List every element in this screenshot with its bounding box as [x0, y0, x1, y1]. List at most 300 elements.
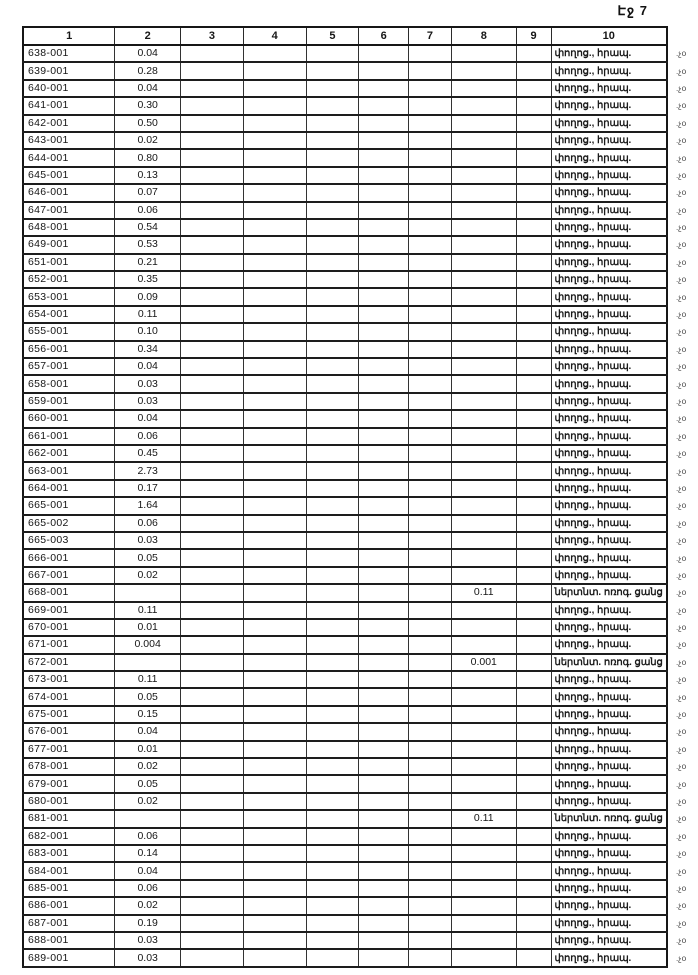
area-value-cell: 0.13 [115, 167, 181, 184]
empty-cell [243, 602, 306, 619]
col8-value-cell [451, 915, 516, 932]
empty-cell [243, 410, 306, 427]
empty-cell [516, 167, 551, 184]
empty-cell [359, 949, 409, 966]
empty-cell [243, 636, 306, 653]
table-row [23, 306, 697, 323]
land-use-cell: փողոց., հրապ. [551, 288, 667, 305]
margin-note: .չօ [675, 953, 687, 963]
margin-note: .չօ [675, 414, 687, 424]
land-use-cell: փողոց., հրապ. [551, 428, 667, 445]
land-use-cell: փողոց., հրապ. [551, 202, 667, 219]
empty-cell [409, 532, 452, 549]
empty-cell [516, 254, 551, 271]
empty-cell [516, 845, 551, 862]
empty-cell [306, 97, 359, 114]
empty-cell [516, 515, 551, 532]
empty-cell [409, 462, 452, 479]
land-use-cell: փողոց., հրապ. [551, 219, 667, 236]
empty-cell [516, 897, 551, 914]
area-value-cell: 0.04 [115, 45, 181, 62]
empty-cell [181, 358, 244, 375]
empty-cell [181, 393, 244, 410]
empty-cell [306, 775, 359, 792]
area-value-cell: 0.11 [115, 671, 181, 688]
area-value-cell: 0.04 [115, 80, 181, 97]
land-use-cell: փողոց., հրապ. [551, 828, 667, 845]
parcel-table [22, 26, 698, 968]
header-col-3: 3 [181, 27, 244, 45]
empty-cell [243, 323, 306, 340]
empty-cell [243, 915, 306, 932]
table-row [23, 375, 697, 392]
header-col-7: 7 [409, 27, 452, 45]
empty-cell [306, 132, 359, 149]
empty-cell [181, 810, 244, 827]
parcel-id-cell: 676-001 [23, 723, 115, 740]
empty-cell [409, 236, 452, 253]
col8-value-cell [451, 636, 516, 653]
table-row [23, 567, 697, 584]
land-use-cell: փողոց., հրապ. [551, 949, 667, 966]
table-row [23, 149, 697, 166]
empty-cell [243, 288, 306, 305]
area-value-cell: 0.21 [115, 254, 181, 271]
empty-cell [359, 845, 409, 862]
empty-cell [516, 445, 551, 462]
empty-cell [516, 358, 551, 375]
col8-value-cell [451, 688, 516, 705]
table-row [23, 393, 697, 410]
parcel-id-cell: 663-001 [23, 462, 115, 479]
empty-cell [516, 915, 551, 932]
col8-value-cell [451, 410, 516, 427]
empty-cell [409, 688, 452, 705]
table-row [23, 341, 697, 358]
empty-cell [359, 810, 409, 827]
empty-cell [359, 80, 409, 97]
parcel-id-cell: 680-001 [23, 793, 115, 810]
margin-note: .չօ [675, 101, 687, 111]
empty-cell [181, 115, 244, 132]
table-row [23, 428, 697, 445]
table-row [23, 671, 697, 688]
empty-cell [306, 202, 359, 219]
col8-value-cell [451, 341, 516, 358]
empty-cell [181, 775, 244, 792]
land-use-cell: փողոց., հրապ. [551, 497, 667, 514]
table-row [23, 932, 697, 949]
empty-cell [181, 793, 244, 810]
margin-header-spacer [667, 27, 697, 45]
parcel-id-cell: 657-001 [23, 358, 115, 375]
empty-cell [409, 393, 452, 410]
empty-cell [359, 375, 409, 392]
empty-cell [516, 45, 551, 62]
empty-cell [243, 549, 306, 566]
col8-value-cell [451, 480, 516, 497]
col8-value-cell [451, 323, 516, 340]
empty-cell [243, 271, 306, 288]
area-value-cell: 0.02 [115, 567, 181, 584]
empty-cell [243, 132, 306, 149]
margin-note: .չօ [675, 153, 687, 163]
empty-cell [306, 532, 359, 549]
margin-note: .չօ [675, 431, 687, 441]
col8-value-cell [451, 115, 516, 132]
table-row [23, 602, 697, 619]
land-use-cell: փողոց., հրապ. [551, 358, 667, 375]
header-col-1: 1 [23, 27, 115, 45]
table-row [23, 706, 697, 723]
empty-cell [306, 862, 359, 879]
empty-cell [359, 393, 409, 410]
empty-cell [409, 288, 452, 305]
empty-cell [181, 219, 244, 236]
table-row [23, 949, 697, 966]
parcel-id-cell: 678-001 [23, 758, 115, 775]
empty-cell [181, 410, 244, 427]
margin-note: .չօ [675, 310, 687, 320]
parcel-id-cell: 686-001 [23, 897, 115, 914]
parcel-id-cell: 652-001 [23, 271, 115, 288]
margin-note: .չօ [675, 675, 687, 685]
table-row [23, 288, 697, 305]
empty-cell [409, 828, 452, 845]
area-value-cell: 0.17 [115, 480, 181, 497]
empty-cell [243, 393, 306, 410]
col8-value-cell [451, 462, 516, 479]
col8-value-cell [451, 428, 516, 445]
land-use-cell: փողոց., հրապ. [551, 775, 667, 792]
col8-value-cell [451, 567, 516, 584]
area-value-cell: 0.01 [115, 741, 181, 758]
margin-note: .չօ [675, 901, 687, 911]
table-row [23, 654, 697, 671]
empty-cell [516, 636, 551, 653]
empty-cell [181, 497, 244, 514]
margin-note: .չօ [675, 66, 687, 76]
land-use-cell: փողոց., հրապ. [551, 271, 667, 288]
page-number-label: Էջ 7 [617, 3, 648, 18]
empty-cell [409, 723, 452, 740]
parcel-id-cell: 660-001 [23, 410, 115, 427]
land-use-cell: փողոց., հրապ. [551, 45, 667, 62]
empty-cell [409, 654, 452, 671]
empty-cell [516, 706, 551, 723]
empty-cell [181, 428, 244, 445]
table-row [23, 462, 697, 479]
margin-note: .չօ [675, 344, 687, 354]
empty-cell [181, 480, 244, 497]
col8-value-cell [451, 62, 516, 79]
parcel-id-cell: 683-001 [23, 845, 115, 862]
empty-cell [409, 793, 452, 810]
parcel-id-cell: 664-001 [23, 480, 115, 497]
empty-cell [359, 793, 409, 810]
margin-note: .չօ [675, 362, 687, 372]
col8-value-cell [451, 167, 516, 184]
table-row [23, 584, 697, 601]
empty-cell [306, 358, 359, 375]
table-row [23, 636, 697, 653]
col8-value-cell: 0.11 [451, 810, 516, 827]
empty-cell [409, 567, 452, 584]
margin-note: .չօ [675, 170, 687, 180]
col8-value-cell [451, 149, 516, 166]
parcel-id-cell: 675-001 [23, 706, 115, 723]
parcel-id-cell: 656-001 [23, 341, 115, 358]
empty-cell [516, 410, 551, 427]
empty-cell [306, 288, 359, 305]
empty-cell [306, 480, 359, 497]
empty-cell [516, 236, 551, 253]
empty-cell [516, 862, 551, 879]
parcel-id-cell: 654-001 [23, 306, 115, 323]
empty-cell [359, 932, 409, 949]
margin-note: .չօ [675, 918, 687, 928]
empty-cell [306, 167, 359, 184]
empty-cell [409, 62, 452, 79]
col8-value-cell [451, 254, 516, 271]
margin-note: .չօ [675, 327, 687, 337]
col8-value-cell [451, 236, 516, 253]
empty-cell [409, 741, 452, 758]
land-use-cell: փողոց., հրապ. [551, 567, 667, 584]
empty-cell [181, 97, 244, 114]
empty-cell [516, 115, 551, 132]
empty-cell [359, 288, 409, 305]
parcel-id-cell: 639-001 [23, 62, 115, 79]
empty-cell [359, 515, 409, 532]
margin-note: .չօ [675, 188, 687, 198]
col8-value-cell [451, 358, 516, 375]
header-col-8: 8 [451, 27, 516, 45]
parcel-id-cell: 668-001 [23, 584, 115, 601]
empty-cell [181, 758, 244, 775]
table-row [23, 358, 697, 375]
land-use-cell: փողոց., հրապ. [551, 462, 667, 479]
col8-value-cell [451, 515, 516, 532]
col8-value-cell [451, 741, 516, 758]
empty-cell [359, 45, 409, 62]
empty-cell [409, 254, 452, 271]
table-row [23, 549, 697, 566]
col8-value-cell [451, 949, 516, 966]
area-value-cell: 0.02 [115, 897, 181, 914]
empty-cell [243, 775, 306, 792]
land-use-cell: ներտնտ. ոռոգ. ցանց [551, 654, 667, 671]
col8-value-cell: 0.11 [451, 584, 516, 601]
parcel-id-cell: 647-001 [23, 202, 115, 219]
area-value-cell: 0.03 [115, 932, 181, 949]
margin-note: .չօ [675, 118, 687, 128]
empty-cell [409, 323, 452, 340]
area-value-cell: 0.06 [115, 428, 181, 445]
empty-cell [409, 375, 452, 392]
land-use-cell: փողոց., հրապ. [551, 619, 667, 636]
table-row [23, 45, 697, 62]
empty-cell [181, 341, 244, 358]
table-row [23, 202, 697, 219]
land-use-cell: փողոց., հրապ. [551, 306, 667, 323]
empty-cell [359, 219, 409, 236]
parcel-id-cell: 643-001 [23, 132, 115, 149]
parcel-id-cell: 673-001 [23, 671, 115, 688]
table-row [23, 410, 697, 427]
table-row [23, 254, 697, 271]
empty-cell [359, 497, 409, 514]
empty-cell [409, 115, 452, 132]
area-value-cell: 0.45 [115, 445, 181, 462]
empty-cell [359, 480, 409, 497]
empty-cell [181, 915, 244, 932]
land-use-cell: փողոց., հրապ. [551, 880, 667, 897]
empty-cell [306, 428, 359, 445]
col8-value-cell [451, 288, 516, 305]
area-value-cell: 0.06 [115, 880, 181, 897]
col8-value-cell [451, 375, 516, 392]
empty-cell [516, 80, 551, 97]
empty-cell [359, 862, 409, 879]
land-use-cell: փողոց., հրապ. [551, 793, 667, 810]
col8-value-cell [451, 549, 516, 566]
table-row [23, 758, 697, 775]
empty-cell [409, 219, 452, 236]
parcel-id-cell: 688-001 [23, 932, 115, 949]
margin-note: .չօ [675, 397, 687, 406]
empty-cell [409, 932, 452, 949]
parcel-id-cell: 677-001 [23, 741, 115, 758]
empty-cell [306, 497, 359, 514]
empty-cell [409, 428, 452, 445]
area-value-cell: 0.06 [115, 515, 181, 532]
table-row [23, 97, 697, 114]
table-row [23, 271, 697, 288]
col8-value-cell [451, 271, 516, 288]
col8-value-cell [451, 775, 516, 792]
margin-note: .չօ [675, 136, 687, 146]
empty-cell [306, 62, 359, 79]
area-value-cell: 0.06 [115, 202, 181, 219]
empty-cell [243, 880, 306, 897]
margin-note: .չօ [675, 292, 687, 302]
parcel-id-cell: 648-001 [23, 219, 115, 236]
parcel-id-cell: 665-002 [23, 515, 115, 532]
empty-cell [243, 723, 306, 740]
empty-cell [516, 132, 551, 149]
empty-cell [516, 428, 551, 445]
empty-cell [359, 741, 409, 758]
col8-value-cell [451, 880, 516, 897]
table-row [23, 445, 697, 462]
empty-cell [409, 497, 452, 514]
area-value-cell: 0.03 [115, 375, 181, 392]
empty-cell [243, 584, 306, 601]
land-use-cell: փողոց., հրապ. [551, 323, 667, 340]
empty-cell [306, 619, 359, 636]
header-col-5: 5 [306, 27, 359, 45]
area-value-cell: 0.30 [115, 97, 181, 114]
table-body [23, 45, 697, 967]
land-use-cell: փողոց., հրապ. [551, 445, 667, 462]
empty-cell [306, 445, 359, 462]
empty-cell [359, 306, 409, 323]
empty-cell [516, 288, 551, 305]
parcel-id-cell: 681-001 [23, 810, 115, 827]
parcel-id-cell: 659-001 [23, 393, 115, 410]
empty-cell [516, 602, 551, 619]
empty-cell [243, 167, 306, 184]
col8-value-cell [451, 97, 516, 114]
empty-cell [409, 845, 452, 862]
empty-cell [243, 184, 306, 201]
table-row [23, 810, 697, 827]
land-use-cell: փողոց., հրապ. [551, 149, 667, 166]
empty-cell [181, 741, 244, 758]
empty-cell [516, 671, 551, 688]
empty-cell [306, 828, 359, 845]
col8-value-cell [451, 184, 516, 201]
empty-cell [306, 184, 359, 201]
table-row [23, 167, 697, 184]
empty-cell [181, 619, 244, 636]
empty-cell [409, 619, 452, 636]
empty-cell [516, 932, 551, 949]
margin-note: .չօ [675, 536, 687, 546]
land-use-cell: փողոց., հրապ. [551, 915, 667, 932]
area-value-cell: 0.04 [115, 358, 181, 375]
col8-value-cell [451, 445, 516, 462]
area-value-cell: 0.02 [115, 793, 181, 810]
empty-cell [516, 532, 551, 549]
empty-cell [181, 880, 244, 897]
empty-cell [359, 654, 409, 671]
table-header [23, 27, 697, 45]
margin-note: .չօ [675, 623, 687, 633]
table-row [23, 62, 697, 79]
empty-cell [359, 115, 409, 132]
empty-cell [181, 845, 244, 862]
margin-note: .չօ [675, 553, 687, 563]
empty-cell [306, 115, 359, 132]
empty-cell [306, 671, 359, 688]
parcel-id-cell: 642-001 [23, 115, 115, 132]
margin-note: .չօ [675, 640, 687, 650]
empty-cell [243, 115, 306, 132]
empty-cell [181, 602, 244, 619]
empty-cell [243, 219, 306, 236]
margin-note: .չօ [675, 936, 687, 946]
table-row [23, 323, 697, 340]
empty-cell [409, 862, 452, 879]
empty-cell [516, 462, 551, 479]
area-value-cell: 0.35 [115, 271, 181, 288]
empty-cell [359, 132, 409, 149]
header-col-6: 6 [359, 27, 409, 45]
empty-cell [409, 45, 452, 62]
parcel-id-cell: 666-001 [23, 549, 115, 566]
empty-cell [516, 828, 551, 845]
table-row [23, 497, 697, 514]
margin-note: .չօ [675, 275, 687, 285]
empty-cell [306, 949, 359, 966]
margin-note: .չօ [675, 866, 687, 876]
empty-cell [359, 671, 409, 688]
empty-cell [181, 288, 244, 305]
empty-cell [181, 532, 244, 549]
empty-cell [359, 323, 409, 340]
